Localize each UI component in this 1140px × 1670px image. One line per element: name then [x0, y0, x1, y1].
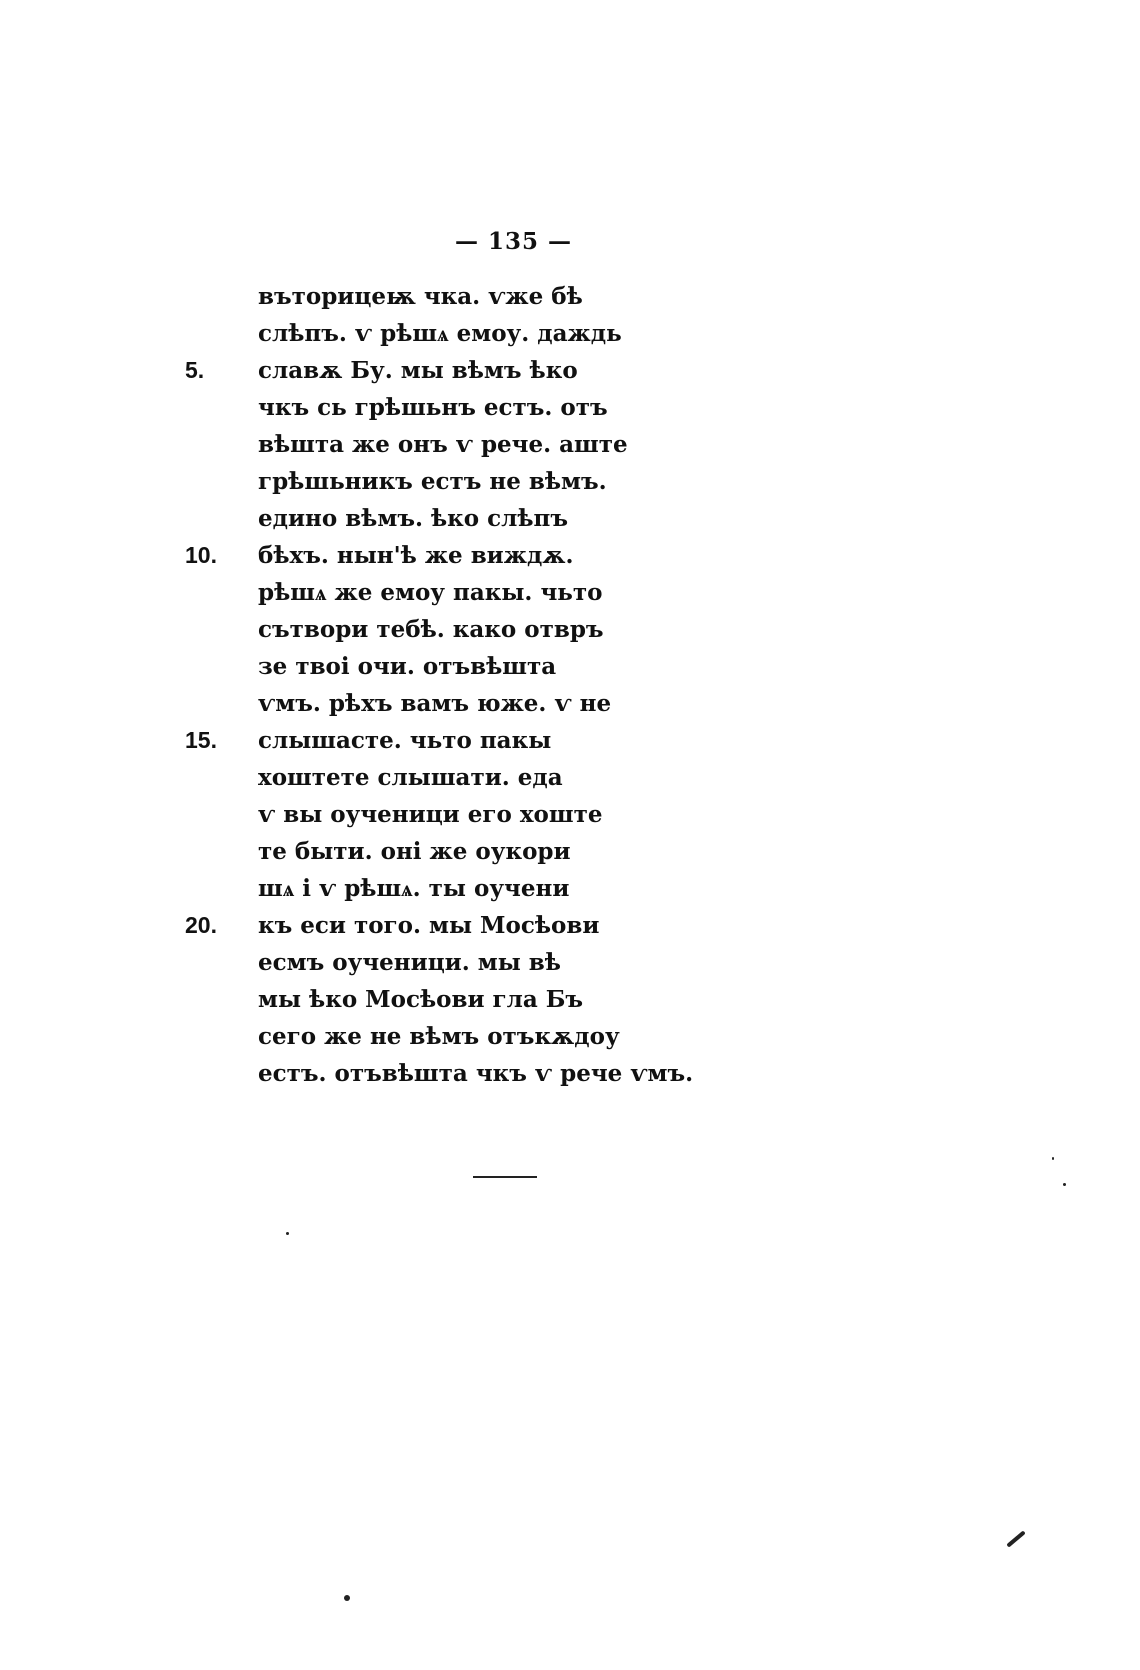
- line-text: те быти. оні же оукори: [258, 838, 571, 865]
- line-text: есмъ оученици. мы вѣ: [258, 949, 561, 976]
- ink-speck: [344, 1595, 350, 1601]
- line-text: слѣпъ. ѵ рѣшѧ емоу. даждь: [258, 320, 622, 347]
- line-text: ѵ вы оученици его хоште: [258, 801, 603, 828]
- end-rule: [473, 1176, 537, 1178]
- ink-speck: [1063, 1183, 1066, 1186]
- page-number: — 135 —: [455, 228, 573, 255]
- line-text: слышасте. чьто пакы: [258, 727, 552, 754]
- line-text: къ еси того. мы Мосѣови: [258, 912, 600, 939]
- line-text: грѣшьникъ естъ не вѣмъ.: [258, 468, 607, 495]
- line-text: шѧ і ѵ рѣшѧ. ты оучени: [258, 875, 570, 902]
- line-number: 20.: [185, 912, 217, 938]
- line-number: 15.: [185, 727, 217, 753]
- line-text: рѣшѧ же емоу пакы. чьто: [258, 579, 603, 606]
- ink-speck: [1052, 1157, 1054, 1160]
- line-text: въторицеѭ чка. ѵже бѣ: [258, 283, 583, 310]
- line-text: зе твоі очи. отъвѣшта: [258, 653, 557, 680]
- line-text: сътвори тебѣ. како отвръ: [258, 616, 604, 643]
- line-text: бѣхъ. нын'ѣ же виждѫ.: [258, 542, 574, 569]
- ink-speck: [286, 1232, 289, 1235]
- line-number: 10.: [185, 542, 217, 568]
- line-number: 5.: [185, 357, 205, 383]
- ink-speck: [1006, 1530, 1025, 1547]
- line-text: мы ѣко Мосѣови гла Бъ: [258, 986, 584, 1013]
- line-text: едино вѣмъ. ѣко слѣпъ: [258, 505, 568, 532]
- line-text: чкъ сь грѣшьнъ естъ. отъ: [258, 394, 608, 421]
- line-text: сего же не вѣмъ отъкѫдоу: [258, 1023, 620, 1050]
- line-text: естъ. отъвѣшта чкъ ѵ рече ѵмъ.: [258, 1060, 694, 1087]
- line-text: славѫ Бу. мы вѣмъ ѣко: [258, 357, 578, 384]
- line-text: ѵмъ. рѣхъ вамъ юже. ѵ не: [258, 690, 612, 717]
- line-text: хоштете слышати. еда: [258, 764, 563, 791]
- line-text: вѣшта же онъ ѵ рече. аште: [258, 431, 628, 458]
